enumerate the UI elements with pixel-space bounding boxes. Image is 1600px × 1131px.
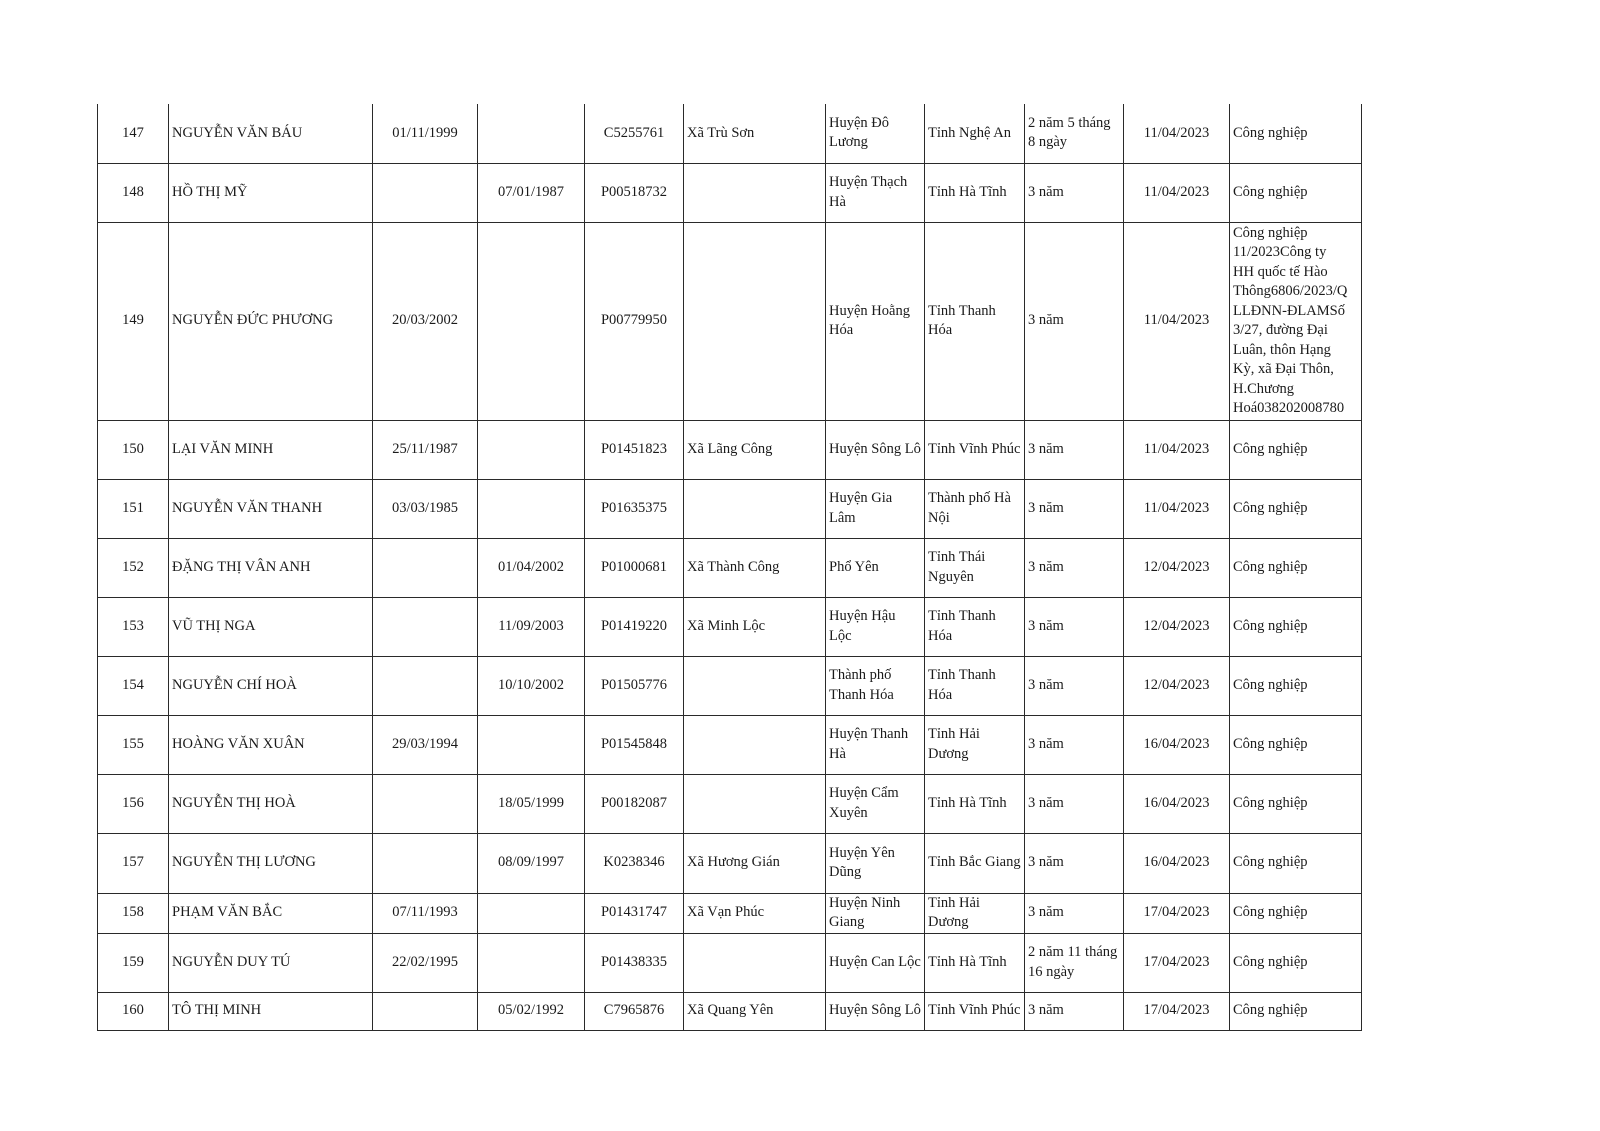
job-sector-cell: Công nghiệp — [1230, 715, 1362, 774]
row-number-cell: 155 — [98, 715, 169, 774]
contract-term-cell: 3 năm — [1025, 893, 1124, 933]
birth-date-female-cell — [478, 893, 585, 933]
job-sector-cell: Công nghiệp — [1230, 656, 1362, 715]
commune-cell: Xã Lãng Công — [684, 420, 826, 479]
row-number-cell: 157 — [98, 833, 169, 893]
worker-name-cell: LẠI VĂN MINH — [169, 420, 373, 479]
birth-date-male-cell: 20/03/2002 — [373, 222, 478, 420]
passport-number-cell: C5255761 — [585, 104, 684, 163]
table-row — [98, 222, 1362, 420]
worker-name-cell: VŨ THỊ NGA — [169, 597, 373, 656]
passport-number-cell: P00779950 — [585, 222, 684, 420]
district-cell: Huyện Gia Lâm — [826, 479, 925, 538]
province-cell: Tỉnh Thái Nguyên — [925, 538, 1025, 597]
contract-term-cell: 3 năm — [1025, 222, 1124, 420]
departure-date-cell: 17/04/2023 — [1124, 992, 1230, 1030]
job-sector-cell: Công nghiệp — [1230, 538, 1362, 597]
row-number-cell: 159 — [98, 933, 169, 992]
contract-term-cell: 3 năm — [1025, 774, 1124, 833]
commune-cell — [684, 933, 826, 992]
passport-number-cell: P01505776 — [585, 656, 684, 715]
departure-date-cell: 12/04/2023 — [1124, 538, 1230, 597]
row-number-cell: 151 — [98, 479, 169, 538]
table-row — [98, 479, 1362, 538]
contract-term-cell: 3 năm — [1025, 538, 1124, 597]
row-number-cell: 160 — [98, 992, 169, 1030]
birth-date-male-cell — [373, 992, 478, 1030]
birth-date-female-cell — [478, 479, 585, 538]
worker-table — [97, 104, 1362, 1031]
birth-date-female-cell: 18/05/1999 — [478, 774, 585, 833]
province-cell: Tỉnh Vĩnh Phúc — [925, 420, 1025, 479]
district-cell: Huyện Đô Lương — [826, 104, 925, 163]
district-cell: Huyện Hậu Lộc — [826, 597, 925, 656]
table-row — [98, 715, 1362, 774]
row-number-cell: 158 — [98, 893, 169, 933]
table-row — [98, 893, 1362, 933]
birth-date-female-cell — [478, 104, 585, 163]
province-cell: Tỉnh Thanh Hóa — [925, 222, 1025, 420]
job-sector-cell: Công nghiệp — [1230, 992, 1362, 1030]
birth-date-female-cell: 05/02/1992 — [478, 992, 585, 1030]
commune-cell: Xã Vạn Phúc — [684, 893, 826, 933]
table-row — [98, 992, 1362, 1030]
passport-number-cell: P00182087 — [585, 774, 684, 833]
birth-date-male-cell — [373, 833, 478, 893]
district-cell: Huyện Cẩm Xuyên — [826, 774, 925, 833]
passport-number-cell: P00518732 — [585, 163, 684, 222]
province-cell: Tỉnh Hải Dương — [925, 715, 1025, 774]
table-row — [98, 538, 1362, 597]
row-number-cell: 154 — [98, 656, 169, 715]
passport-number-cell: P01451823 — [585, 420, 684, 479]
province-cell: Tỉnh Hà Tĩnh — [925, 774, 1025, 833]
province-cell: Tỉnh Bắc Giang — [925, 833, 1025, 893]
birth-date-male-cell: 01/11/1999 — [373, 104, 478, 163]
birth-date-female-cell: 10/10/2002 — [478, 656, 585, 715]
birth-date-female-cell — [478, 420, 585, 479]
table-row — [98, 597, 1362, 656]
departure-date-cell: 16/04/2023 — [1124, 774, 1230, 833]
table-row — [98, 656, 1362, 715]
birth-date-female-cell — [478, 715, 585, 774]
row-number-cell: 149 — [98, 222, 169, 420]
table-row — [98, 774, 1362, 833]
job-sector-cell: Công nghiệp 11/2023Công ty HH quốc tế Hào Thông6806/2023/Q LLĐNN-ĐLAMSố 3/27, đường Đại Luân, thôn Hạng Kỳ, xã Đại Thôn, H.Chương Hoá038202008780 — [1230, 222, 1362, 420]
district-cell: Huyện Yên Dũng — [826, 833, 925, 893]
job-sector-cell: Công nghiệp — [1230, 893, 1362, 933]
birth-date-male-cell: 07/11/1993 — [373, 893, 478, 933]
departure-date-cell: 12/04/2023 — [1124, 656, 1230, 715]
table-body — [98, 104, 1362, 1030]
job-sector-cell: Công nghiệp — [1230, 163, 1362, 222]
commune-cell: Xã Thành Công — [684, 538, 826, 597]
district-cell: Huyện Can Lộc — [826, 933, 925, 992]
commune-cell — [684, 774, 826, 833]
birth-date-female-cell: 11/09/2003 — [478, 597, 585, 656]
district-cell: Huyện Sông Lô — [826, 420, 925, 479]
departure-date-cell: 16/04/2023 — [1124, 833, 1230, 893]
district-cell: Huyện Sông Lô — [826, 992, 925, 1030]
contract-term-cell: 3 năm — [1025, 833, 1124, 893]
passport-number-cell: P01635375 — [585, 479, 684, 538]
table-row — [98, 420, 1362, 479]
departure-date-cell: 11/04/2023 — [1124, 163, 1230, 222]
worker-name-cell: NGUYỄN VĂN THANH — [169, 479, 373, 538]
province-cell: Tỉnh Thanh Hóa — [925, 656, 1025, 715]
contract-term-cell: 3 năm — [1025, 715, 1124, 774]
passport-number-cell: P01431747 — [585, 893, 684, 933]
departure-date-cell: 11/04/2023 — [1124, 222, 1230, 420]
row-number-cell: 152 — [98, 538, 169, 597]
worker-name-cell: PHẠM VĂN BẮC — [169, 893, 373, 933]
job-sector-cell: Công nghiệp — [1230, 479, 1362, 538]
district-cell: Huyện Hoằng Hóa — [826, 222, 925, 420]
row-number-cell: 153 — [98, 597, 169, 656]
birth-date-female-cell: 01/04/2002 — [478, 538, 585, 597]
province-cell: Thành phố Hà Nội — [925, 479, 1025, 538]
worker-name-cell: NGUYỄN THỊ LƯƠNG — [169, 833, 373, 893]
commune-cell: Xã Trù Sơn — [684, 104, 826, 163]
district-cell: Thành phố Thanh Hóa — [826, 656, 925, 715]
district-cell: Huyện Thanh Hà — [826, 715, 925, 774]
commune-cell: Xã Minh Lộc — [684, 597, 826, 656]
birth-date-female-cell — [478, 222, 585, 420]
birth-date-male-cell — [373, 597, 478, 656]
job-sector-cell: Công nghiệp — [1230, 833, 1362, 893]
table-row — [98, 933, 1362, 992]
row-number-cell: 148 — [98, 163, 169, 222]
birth-date-female-cell: 08/09/1997 — [478, 833, 585, 893]
province-cell: Tỉnh Hà Tĩnh — [925, 163, 1025, 222]
table-row — [98, 833, 1362, 893]
worker-name-cell: TÔ THỊ MINH — [169, 992, 373, 1030]
contract-term-cell: 3 năm — [1025, 597, 1124, 656]
worker-name-cell: ĐẶNG THỊ VÂN ANH — [169, 538, 373, 597]
province-cell: Tỉnh Nghệ An — [925, 104, 1025, 163]
province-cell: Tỉnh Vĩnh Phúc — [925, 992, 1025, 1030]
worker-name-cell: HOÀNG VĂN XUÂN — [169, 715, 373, 774]
province-cell: Tỉnh Hà Tĩnh — [925, 933, 1025, 992]
district-cell: Huyện Thạch Hà — [826, 163, 925, 222]
birth-date-male-cell — [373, 538, 478, 597]
passport-number-cell: P01419220 — [585, 597, 684, 656]
passport-number-cell: C7965876 — [585, 992, 684, 1030]
row-number-cell: 156 — [98, 774, 169, 833]
worker-name-cell: NGUYỄN DUY TÚ — [169, 933, 373, 992]
worker-name-cell: HỒ THỊ MỸ — [169, 163, 373, 222]
passport-number-cell: P01438335 — [585, 933, 684, 992]
job-sector-cell: Công nghiệp — [1230, 774, 1362, 833]
table-row — [98, 163, 1362, 222]
birth-date-male-cell — [373, 774, 478, 833]
contract-term-cell: 2 năm 11 tháng 16 ngày — [1025, 933, 1124, 992]
job-sector-cell: Công nghiệp — [1230, 933, 1362, 992]
commune-cell — [684, 656, 826, 715]
worker-name-cell: NGUYỄN CHÍ HOÀ — [169, 656, 373, 715]
commune-cell — [684, 715, 826, 774]
table-row — [98, 104, 1362, 163]
birth-date-male-cell: 03/03/1985 — [373, 479, 478, 538]
contract-term-cell: 3 năm — [1025, 656, 1124, 715]
passport-number-cell: P01000681 — [585, 538, 684, 597]
birth-date-male-cell — [373, 656, 478, 715]
contract-term-cell: 3 năm — [1025, 479, 1124, 538]
commune-cell — [684, 222, 826, 420]
commune-cell — [684, 479, 826, 538]
contract-term-cell: 3 năm — [1025, 992, 1124, 1030]
contract-term-cell: 3 năm — [1025, 420, 1124, 479]
birth-date-male-cell: 22/02/1995 — [373, 933, 478, 992]
departure-date-cell: 16/04/2023 — [1124, 715, 1230, 774]
birth-date-male-cell: 25/11/1987 — [373, 420, 478, 479]
province-cell: Tỉnh Hải Dương — [925, 893, 1025, 933]
row-number-cell: 147 — [98, 104, 169, 163]
contract-term-cell: 2 năm 5 tháng 8 ngày — [1025, 104, 1124, 163]
province-cell: Tỉnh Thanh Hóa — [925, 597, 1025, 656]
job-sector-cell: Công nghiệp — [1230, 420, 1362, 479]
district-cell: Huyện Ninh Giang — [826, 893, 925, 933]
departure-date-cell: 12/04/2023 — [1124, 597, 1230, 656]
job-sector-cell: Công nghiệp — [1230, 597, 1362, 656]
commune-cell: Xã Quang Yên — [684, 992, 826, 1030]
worker-name-cell: NGUYỄN THỊ HOÀ — [169, 774, 373, 833]
commune-cell — [684, 163, 826, 222]
commune-cell: Xã Hương Gián — [684, 833, 826, 893]
birth-date-male-cell: 29/03/1994 — [373, 715, 478, 774]
worker-name-cell: NGUYỄN VĂN BÁU — [169, 104, 373, 163]
job-sector-cell: Công nghiệp — [1230, 104, 1362, 163]
district-cell: Phổ Yên — [826, 538, 925, 597]
birth-date-male-cell — [373, 163, 478, 222]
departure-date-cell: 17/04/2023 — [1124, 933, 1230, 992]
departure-date-cell: 11/04/2023 — [1124, 479, 1230, 538]
departure-date-cell: 17/04/2023 — [1124, 893, 1230, 933]
departure-date-cell: 11/04/2023 — [1124, 104, 1230, 163]
passport-number-cell: K0238346 — [585, 833, 684, 893]
departure-date-cell: 11/04/2023 — [1124, 420, 1230, 479]
row-number-cell: 150 — [98, 420, 169, 479]
birth-date-female-cell — [478, 933, 585, 992]
contract-term-cell: 3 năm — [1025, 163, 1124, 222]
passport-number-cell: P01545848 — [585, 715, 684, 774]
worker-name-cell: NGUYỄN ĐỨC PHƯƠNG — [169, 222, 373, 420]
birth-date-female-cell: 07/01/1987 — [478, 163, 585, 222]
